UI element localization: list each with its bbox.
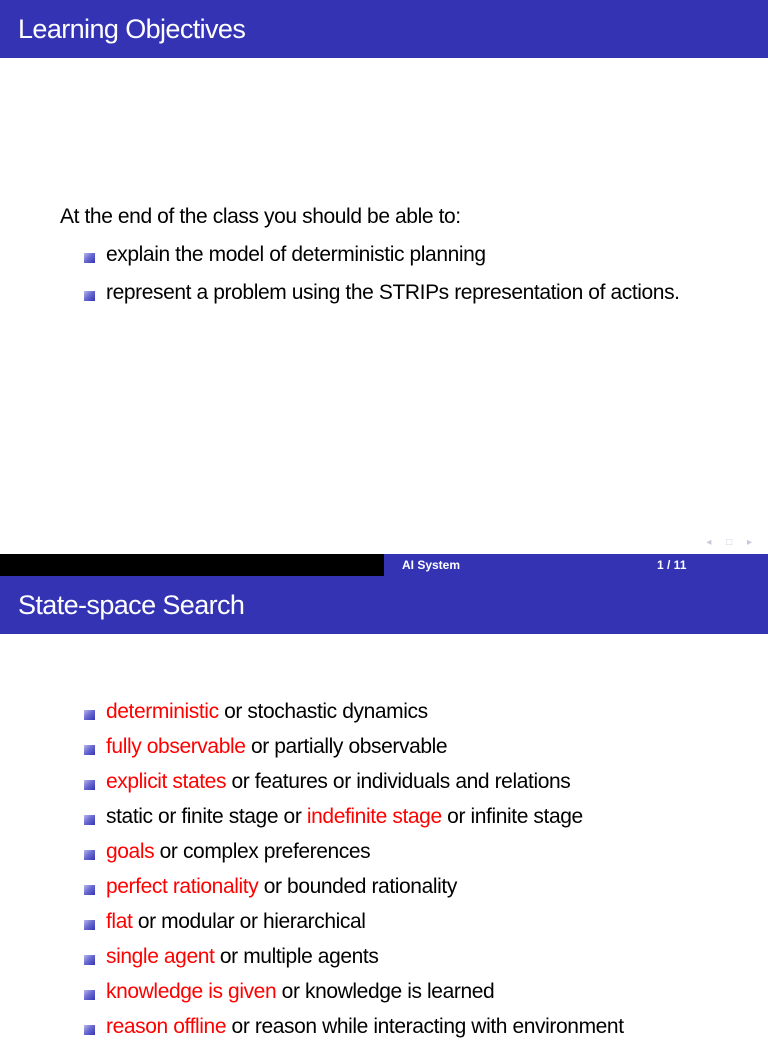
highlighted-text: single agent <box>106 945 215 968</box>
item-text: or multiple agents <box>214 945 379 968</box>
highlighted-text: flat <box>106 910 133 933</box>
bullet-icon <box>84 885 95 895</box>
item-text: or infinite stage <box>441 805 583 828</box>
highlighted-text: fully observable <box>106 735 246 758</box>
item-text: static or finite stage or <box>106 805 307 828</box>
list-item <box>84 240 724 269</box>
highlighted-text: goals <box>106 840 155 863</box>
list-item <box>84 838 764 873</box>
bullet-icon <box>84 710 95 720</box>
item-text: or modular or hierarchical <box>132 910 366 933</box>
item-text: or features or individuals and relations <box>226 770 571 793</box>
footer-bar <box>0 554 768 576</box>
page-number: 1 / 11 <box>657 558 687 572</box>
list-item <box>84 873 764 908</box>
footer-title: AI System <box>402 558 461 572</box>
list-item <box>84 698 764 733</box>
bullet-icon <box>84 745 95 755</box>
list-item <box>84 908 764 943</box>
bullet-icon <box>84 850 95 860</box>
list-item <box>84 943 764 978</box>
title-bar <box>0 576 768 634</box>
title-bar <box>0 0 768 58</box>
bullet-icon <box>84 291 95 301</box>
highlighted-text: reason offline <box>106 1015 227 1038</box>
dimensions-list <box>84 698 764 1048</box>
bullet-icon <box>84 990 95 1000</box>
item-text: or complex preferences <box>154 840 371 863</box>
bullet-icon <box>84 920 95 930</box>
item-text: or bounded rationality <box>258 875 457 898</box>
item-text: or knowledge is learned <box>276 980 495 1003</box>
list-item <box>84 803 764 838</box>
bullet-icon <box>84 815 95 825</box>
highlighted-text: knowledge is given <box>106 980 277 1003</box>
objective-text: explain the model of deterministic planning <box>106 243 486 266</box>
list-item <box>84 1013 764 1048</box>
list-item <box>84 733 764 768</box>
item-text: or reason while interacting with environment <box>226 1015 624 1038</box>
list-item <box>84 278 724 307</box>
objective-text: represent a problem using the STRIPs representation of actions. <box>106 281 680 304</box>
slide-state-space-search <box>0 576 768 1038</box>
bullet-icon <box>84 1025 95 1035</box>
highlighted-text: perfect rationality <box>106 875 259 898</box>
highlighted-text: deterministic <box>106 700 219 723</box>
intro-text: At the end of the class you should be able to: <box>60 205 461 228</box>
slide-title: State-space Search <box>18 590 245 620</box>
list-item <box>84 978 764 1013</box>
footer-left-panel <box>0 554 384 576</box>
slide-title: Learning Objectives <box>18 14 246 44</box>
item-text: or partially observable <box>245 735 448 758</box>
item-text: or stochastic dynamics <box>218 700 428 723</box>
objectives-list <box>84 240 724 316</box>
bullet-icon <box>84 780 95 790</box>
bullet-icon <box>84 253 95 263</box>
bullet-icon <box>84 955 95 965</box>
highlighted-text: explicit states <box>106 770 227 793</box>
highlighted-text: indefinite stage <box>306 805 442 828</box>
list-item <box>84 768 764 803</box>
navigation-icons[interactable]: ◂ □ ▸ <box>706 537 758 548</box>
